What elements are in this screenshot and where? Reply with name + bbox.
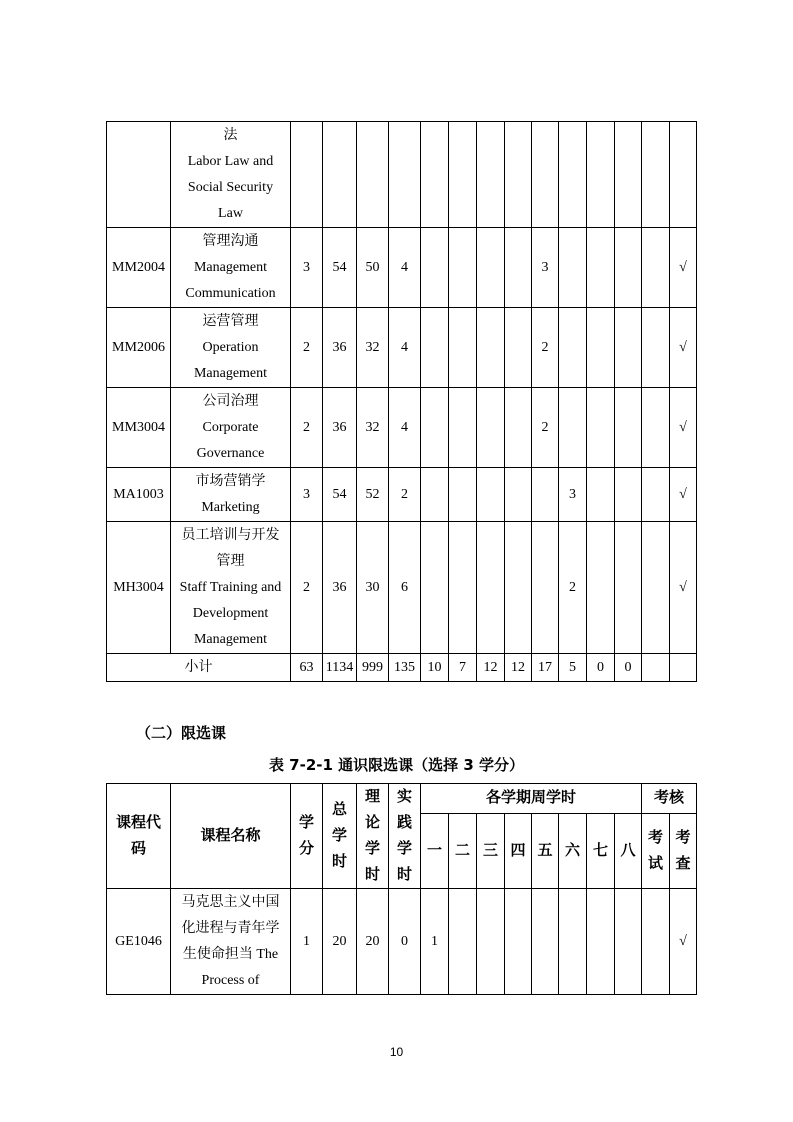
course-name-line: Corporate [202, 419, 259, 435]
course-name-line: 生使命担当 The [182, 946, 279, 962]
course-name-line: 员工培训与开发 [181, 527, 280, 543]
course-name-line: Law [218, 205, 243, 221]
table-row [107, 468, 697, 522]
term-5-hours: 2 [532, 388, 559, 468]
course-credit: 3 [291, 468, 323, 522]
course-total [323, 122, 357, 228]
course-name-line: Communication [185, 285, 276, 301]
subtotal-theory: 999 [357, 654, 389, 682]
header-check [670, 813, 697, 888]
header-term-4: 四 [505, 813, 532, 888]
term-7-hours [587, 122, 615, 228]
subtotal-row [107, 654, 697, 682]
table-header-row [107, 784, 697, 814]
course-theory: 32 [357, 388, 389, 468]
header-check-char: 查 [675, 855, 691, 872]
term-2-hours [449, 228, 477, 308]
elective-courses-table [106, 783, 697, 995]
table-row [107, 122, 697, 228]
course-name [171, 388, 291, 468]
course-code: MA1003 [107, 468, 171, 522]
course-name [171, 522, 291, 654]
header-practice-hours-char: 时 [396, 867, 412, 883]
course-theory: 50 [357, 228, 389, 308]
course-practice: 4 [389, 308, 421, 388]
header-practice-hours-char: 实 [396, 789, 412, 805]
course-name [171, 122, 291, 228]
term-2-hours [449, 468, 477, 522]
term-7-hours [587, 388, 615, 468]
term-5-hours: 2 [532, 308, 559, 388]
subtotal-practice: 135 [389, 654, 421, 682]
course-name-line: Management [193, 259, 268, 275]
term-3-hours [477, 228, 505, 308]
term-2-hours [449, 308, 477, 388]
term-7-hours [587, 522, 615, 654]
subtotal-exam [642, 654, 670, 682]
course-name-line: Development [192, 605, 269, 621]
term-8-hours [615, 122, 642, 228]
header-check-char: 考 [675, 829, 691, 846]
header-term-weekly-hours: 各学期周学时 [421, 784, 642, 814]
header-course-code [107, 784, 171, 889]
header-exam [642, 813, 670, 888]
term-2-hours [449, 388, 477, 468]
term-8-hours [615, 889, 642, 995]
term-3-hours [477, 122, 505, 228]
table-row [107, 889, 697, 995]
term-3-hours [477, 308, 505, 388]
course-name-line: 化进程与青年学 [181, 920, 280, 936]
course-practice [389, 122, 421, 228]
course-credit [291, 122, 323, 228]
term-6-hours [559, 889, 587, 995]
term-4-hours [505, 308, 532, 388]
exam-mark [642, 889, 670, 995]
course-total: 36 [323, 388, 357, 468]
term-3-hours [477, 889, 505, 995]
term-1-hours: 1 [421, 889, 449, 995]
course-name [171, 228, 291, 308]
course-name-line: 市场营销学 [195, 473, 266, 489]
term-8-hours [615, 522, 642, 654]
header-course-code-line: 课程代 [115, 815, 161, 831]
term-3-hours [477, 468, 505, 522]
course-total: 36 [323, 522, 357, 654]
course-name-line: Governance [196, 445, 265, 461]
header-credit-char: 学 [298, 815, 314, 831]
course-name-line: 公司治理 [202, 393, 259, 409]
term-2-hours [449, 522, 477, 654]
course-name [171, 308, 291, 388]
term-5-hours [532, 889, 559, 995]
term-7-hours [587, 308, 615, 388]
term-6-hours: 3 [559, 468, 587, 522]
term-6-hours: 2 [559, 522, 587, 654]
course-name-line: Labor Law and [187, 153, 274, 169]
table-row [107, 522, 697, 654]
term-5-hours: 3 [532, 228, 559, 308]
check-mark: √ [670, 522, 697, 654]
course-credit: 3 [291, 228, 323, 308]
course-name [171, 889, 291, 995]
term-3-hours [477, 522, 505, 654]
header-term-6: 六 [559, 813, 587, 888]
term-6-hours [559, 228, 587, 308]
course-total: 36 [323, 308, 357, 388]
course-total: 54 [323, 468, 357, 522]
section-heading: （二）限选课 [136, 724, 227, 742]
header-theory-hours-char: 学 [364, 841, 380, 857]
course-theory: 30 [357, 522, 389, 654]
subtotal-term-6: 5 [559, 654, 587, 682]
course-name-line: Marketing [201, 499, 260, 515]
subtotal-check [670, 654, 697, 682]
subtotal-term-8: 0 [615, 654, 642, 682]
header-course-name: 课程名称 [171, 784, 291, 889]
header-exam-char: 考 [648, 829, 664, 846]
term-4-hours [505, 522, 532, 654]
course-credit: 1 [291, 889, 323, 995]
exam-mark [642, 228, 670, 308]
term-4-hours [505, 889, 532, 995]
header-total-hours-char: 总 [331, 802, 347, 818]
header-theory-hours-char: 时 [364, 867, 380, 883]
term-1-hours [421, 522, 449, 654]
course-code: MM2006 [107, 308, 171, 388]
subtotal-term-2: 7 [449, 654, 477, 682]
term-7-hours [587, 228, 615, 308]
term-7-hours [587, 468, 615, 522]
table-caption: 表 7-2-1 通识限选课（选择 3 学分） [268, 756, 525, 774]
course-code: MM2004 [107, 228, 171, 308]
term-8-hours [615, 468, 642, 522]
header-assessment: 考核 [642, 784, 697, 814]
page-number: 10 [389, 1045, 404, 1059]
term-6-hours [559, 122, 587, 228]
header-term-8: 八 [615, 813, 642, 888]
header-course-code-line: 码 [130, 841, 146, 857]
course-name-line: 法 [223, 127, 238, 143]
course-practice: 4 [389, 228, 421, 308]
check-mark: √ [670, 889, 697, 995]
course-credit: 2 [291, 308, 323, 388]
subtotal-total: 1134 [323, 654, 357, 682]
course-name-line: Staff Training and [179, 579, 282, 595]
subtotal-term-7: 0 [587, 654, 615, 682]
course-name [171, 468, 291, 522]
term-1-hours [421, 228, 449, 308]
header-theory-hours [357, 784, 389, 889]
term-2-hours [449, 889, 477, 995]
term-4-hours [505, 122, 532, 228]
course-name-line: 管理 [216, 553, 245, 569]
course-code: MM3004 [107, 388, 171, 468]
header-practice-hours-char: 践 [396, 815, 412, 831]
header-total-hours-char: 时 [331, 854, 347, 870]
subtotal-term-3: 12 [477, 654, 505, 682]
exam-mark [642, 122, 670, 228]
exam-mark [642, 522, 670, 654]
header-credit [291, 784, 323, 889]
course-name-line: Management [193, 631, 268, 647]
header-total-hours [323, 784, 357, 889]
exam-mark [642, 468, 670, 522]
exam-mark [642, 388, 670, 468]
course-name-line: 运营管理 [202, 313, 259, 329]
header-total-hours-char: 学 [331, 828, 347, 844]
course-name-line: 马克思主义中国 [181, 894, 280, 910]
course-code [107, 122, 171, 228]
course-code: MH3004 [107, 522, 171, 654]
header-term-7: 七 [587, 813, 615, 888]
subtotal-label: 小计 [107, 654, 291, 682]
course-theory: 32 [357, 308, 389, 388]
term-4-hours [505, 388, 532, 468]
check-mark: √ [670, 468, 697, 522]
subtotal-credit: 63 [291, 654, 323, 682]
term-5-hours [532, 522, 559, 654]
course-practice: 0 [389, 889, 421, 995]
term-1-hours [421, 122, 449, 228]
course-practice: 2 [389, 468, 421, 522]
header-term-3: 三 [477, 813, 505, 888]
course-name-line: Social Security [187, 179, 274, 195]
header-term-2: 二 [449, 813, 477, 888]
exam-mark [642, 308, 670, 388]
table-row [107, 388, 697, 468]
term-8-hours [615, 308, 642, 388]
table-row [107, 228, 697, 308]
course-name-line: Process of [201, 972, 260, 988]
term-2-hours [449, 122, 477, 228]
term-6-hours [559, 388, 587, 468]
header-theory-hours-char: 理 [364, 789, 380, 805]
course-name-line: 管理沟通 [202, 233, 259, 249]
course-theory [357, 122, 389, 228]
course-practice: 4 [389, 388, 421, 468]
course-credit: 2 [291, 388, 323, 468]
table-row [107, 308, 697, 388]
course-theory: 52 [357, 468, 389, 522]
check-mark [670, 122, 697, 228]
subtotal-term-4: 12 [505, 654, 532, 682]
header-exam-char: 试 [648, 855, 664, 872]
header-theory-hours-char: 论 [364, 815, 380, 831]
course-total: 54 [323, 228, 357, 308]
course-practice: 6 [389, 522, 421, 654]
term-1-hours [421, 308, 449, 388]
course-name-line: Operation [202, 339, 259, 355]
course-name-line: Management [193, 365, 268, 381]
term-1-hours [421, 388, 449, 468]
course-total: 20 [323, 889, 357, 995]
term-4-hours [505, 228, 532, 308]
course-code: GE1046 [107, 889, 171, 995]
term-6-hours [559, 308, 587, 388]
term-5-hours [532, 122, 559, 228]
header-practice-hours [389, 784, 421, 889]
header-term-1: 一 [421, 813, 449, 888]
term-8-hours [615, 228, 642, 308]
header-term-5: 五 [532, 813, 559, 888]
check-mark: √ [670, 308, 697, 388]
subtotal-term-1: 10 [421, 654, 449, 682]
term-4-hours [505, 468, 532, 522]
term-5-hours [532, 468, 559, 522]
term-1-hours [421, 468, 449, 522]
subtotal-term-5: 17 [532, 654, 559, 682]
term-7-hours [587, 889, 615, 995]
course-theory: 20 [357, 889, 389, 995]
course-credit: 2 [291, 522, 323, 654]
header-credit-char: 分 [298, 841, 314, 857]
check-mark: √ [670, 228, 697, 308]
required-courses-table [106, 121, 697, 682]
term-3-hours [477, 388, 505, 468]
header-practice-hours-char: 学 [396, 841, 412, 857]
term-8-hours [615, 388, 642, 468]
check-mark: √ [670, 388, 697, 468]
